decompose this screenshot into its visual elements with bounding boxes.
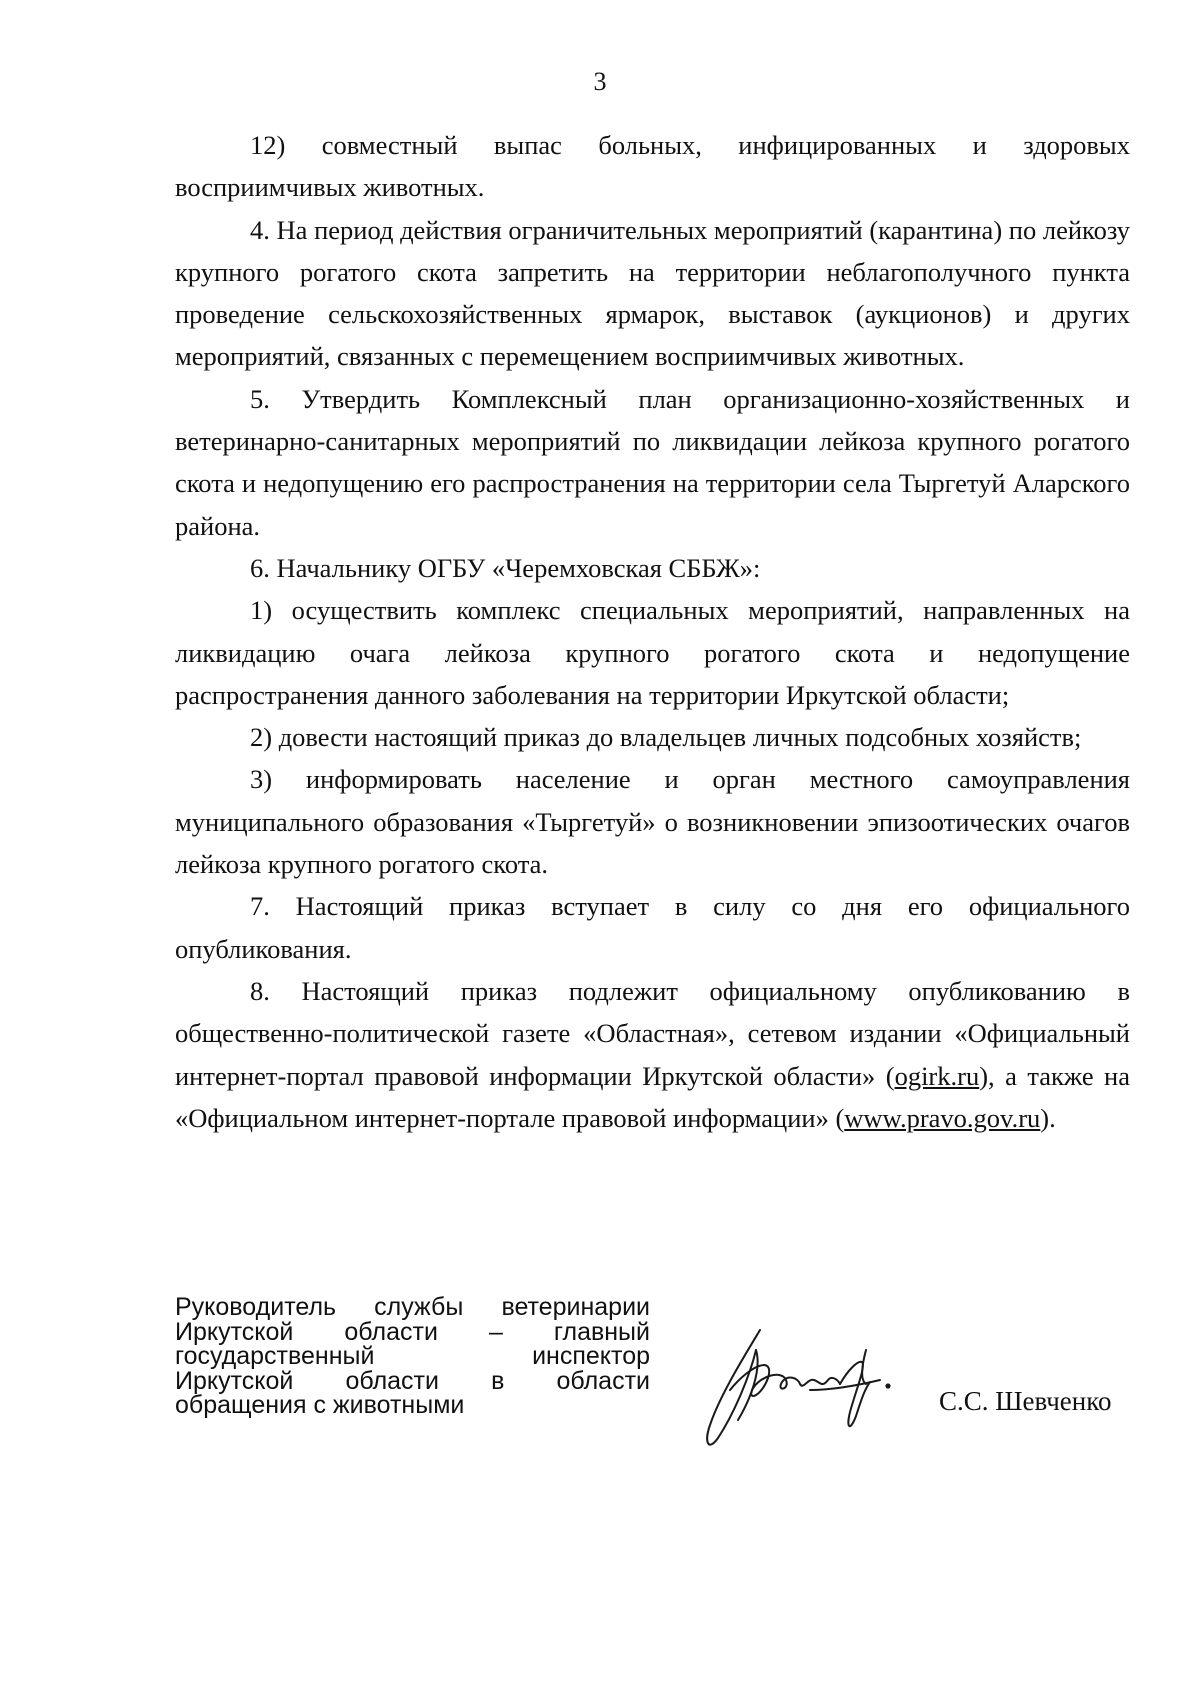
paragraph-4-event-ban: 4. На период действия ограничительных мероприятий (карантина) по лейкозу крупного рогатого скота запретить на территории неблагополучного пункта проведение сельскохозяйственных ярмарок, выставок (аукционов) и других мероприятий, связанных с перемещением восприимчивых животных. xyxy=(175,214,1130,372)
paragraph-item-12: 12) совместный выпас больных, инфицированных и здоровых восприимчивых животных. xyxy=(175,130,1130,203)
signatory-position-line-4: Иркутской области в области xyxy=(175,1366,650,1395)
publication-text-3: ). xyxy=(1040,1102,1056,1133)
paragraph-6-instruction-heading: 6. Начальнику ОГБУ «Черемховская СББЖ»: xyxy=(250,552,761,583)
handwritten-signature xyxy=(690,1320,930,1470)
signatory-position xyxy=(175,1295,650,1418)
signatory-position-line-1: Руководитель службы ветеринарии xyxy=(175,1293,650,1321)
ogirk-link[interactable]: ogirk.ru xyxy=(894,1060,980,1091)
publication-text-2: ), а также на «Официальном интернет-портале правовой информации» ( xyxy=(175,1060,1131,1133)
signatory-position-line-5: обращения с животными xyxy=(175,1391,465,1419)
paragraph-7-effective-date: 7. Настоящий приказ вступает в силу со дня его официального опубликования. xyxy=(175,891,1130,964)
paragraph-6-item-2: 2) довести настоящий приказ до владельцев личных подсобных хозяйств; xyxy=(250,722,1082,753)
page-number: 3 xyxy=(593,67,607,96)
pravo-gov-link[interactable]: www.pravo.gov.ru xyxy=(844,1102,1041,1133)
paragraph-8-publication xyxy=(175,970,1130,1139)
paragraph-5-plan-approval: 5. Утвердить Комплексный план организационно-хозяйственных и ветеринарно-санитарных мероприятий по ликвидации лейкоза крупного рогатого скота и недопущению его распространения на территории села Тыргетуй Аларского района. xyxy=(175,383,1130,541)
signatory-position-line-3: государственный инспектор xyxy=(175,1342,650,1370)
document-body xyxy=(175,124,1130,1139)
publication-text-1: 8. Настоящий приказ подлежит официальному опубликованию в общественно-политической газете «Областная», сетевом издании «Официальный интернет-портал правовой информации Иркутской области» ( xyxy=(175,975,1130,1091)
signatory-position-line-2: Иркутской области – главный xyxy=(175,1317,650,1346)
paragraph-6-item-3: 3) информировать население и орган местного самоуправления муниципального образования «Тыргетуй» о возникновении эпизоотических очагов лейкоза крупного рогатого скота. xyxy=(175,764,1130,880)
signer-name: С.С. Шевченко xyxy=(939,1386,1112,1416)
paragraph-6-item-1: 1) осуществить комплекс специальных мероприятий, направленных на ликвидацию очага лейкоза крупного рогатого скота и недопущение распространения данного заболевания на территории Иркутской области; xyxy=(175,595,1130,710)
